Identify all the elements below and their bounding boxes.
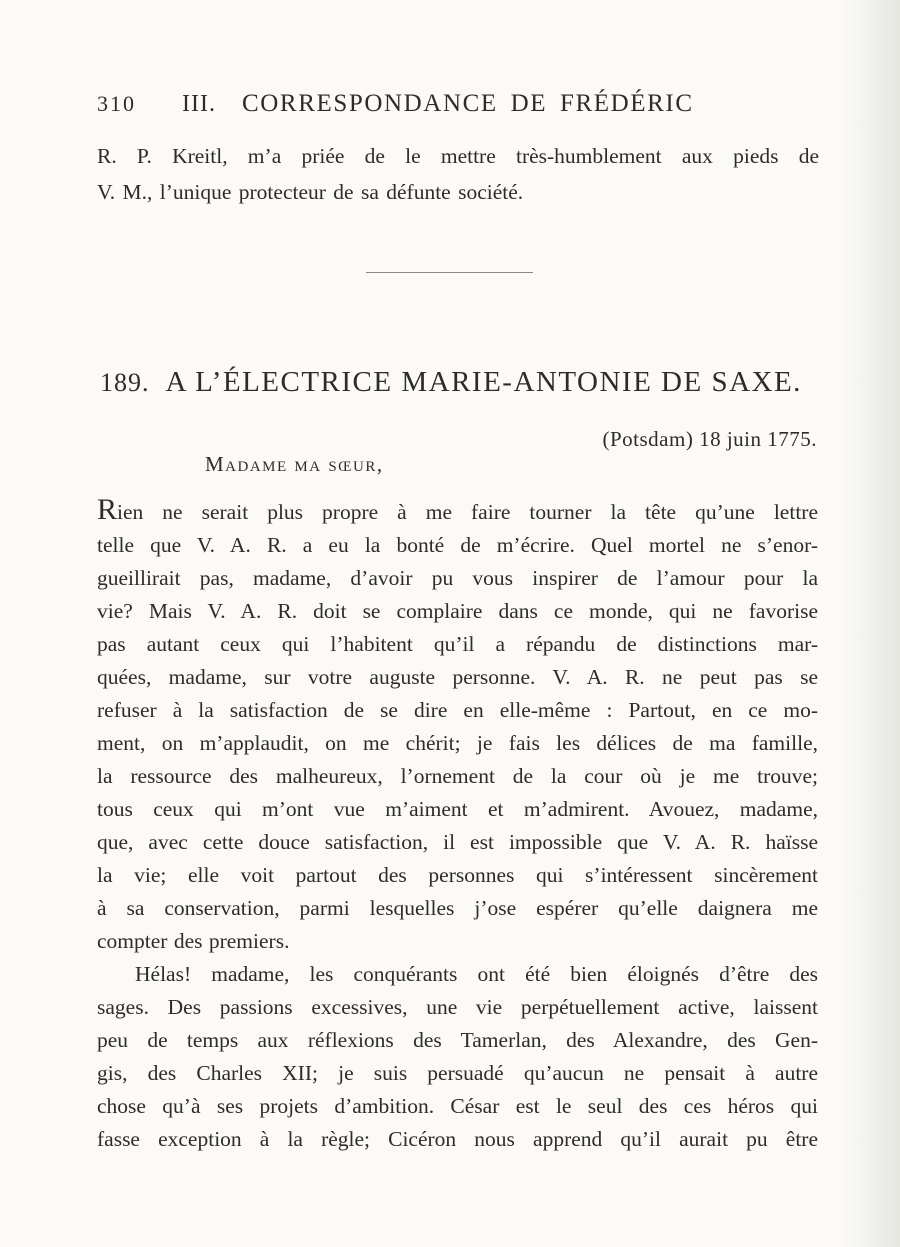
dateline: (Potsdam) 18 juin 1775. <box>602 427 817 451</box>
text-line: compter des premiers. <box>97 929 290 953</box>
text-line: sages. Des passions excessives, une vie perpétuellement active, laissent <box>97 995 818 1019</box>
text-line: la ressource des malheureux, l’ornement de la cour où je me trouve; <box>97 764 818 788</box>
section-divider-rule <box>366 272 533 273</box>
text-line: tous ceux qui m’ont vue m’aiment et m’admirent. Avouez, madame, <box>97 797 818 821</box>
text-line: peu de temps aux réflexions des Tamerlan, des Alexandre, des Gen- <box>97 1028 818 1052</box>
page-number: 310 <box>97 91 136 116</box>
letter-number: 189. <box>100 368 150 397</box>
letter-title: A L’ÉLECTRICE MARIE-ANTONIE DE SAXE. <box>165 366 802 398</box>
text-line: telle que V. A. R. a eu la bonté de m’écrire. Quel mortel ne s’enor- <box>97 533 818 557</box>
text-line: à sa conservation, parmi lesquelles j’ose espérer qu’elle daignera me <box>97 896 818 920</box>
text-line: quées, madame, sur votre auguste personne. V. A. R. ne peut pas se <box>97 665 818 689</box>
letter-heading <box>88 366 814 399</box>
text-line: Hélas! madame, les conquérants ont été bien éloignés d’être des <box>135 962 818 986</box>
text-line: vie? Mais V. A. R. doit se complaire dans ce monde, qui ne favorise <box>97 599 818 623</box>
running-title: CORRESPONDANCE DE FRÉDÉRIC <box>241 90 694 117</box>
text-line: la vie; elle voit partout des personnes qui s’intéressent sincèrement <box>97 863 818 887</box>
chapter-numeral: III. <box>182 91 216 117</box>
text-line: ment, on m’applaudit, on me chérit; je fais les délices de ma famille, <box>97 731 818 755</box>
text-line: gis, des Charles XII; je suis persuadé qu’aucun ne pensait à autre <box>97 1061 818 1085</box>
text-line: fasse exception à la règle; Cicéron nous apprend qu’il aurait pu être <box>97 1127 818 1151</box>
text-line: V. M., l’unique protecteur de sa défunte société. <box>97 180 524 204</box>
text-line: R. P. Kreitl, m’a priée de le mettre très-humblement aux pieds de <box>97 144 819 168</box>
letter-body <box>97 496 818 1156</box>
text-line: Rien ne serait plus propre à me faire tourner la tête qu’une lettre <box>97 496 818 526</box>
salutation: Madame ma sœur, <box>205 452 384 476</box>
page-edge-shadow <box>842 0 900 1247</box>
previous-letter-fragment <box>97 138 819 210</box>
running-header <box>97 90 819 118</box>
text-line: chose qu’à ses projets d’ambition. César est le seul des ces héros qui <box>97 1094 818 1118</box>
text-line: gueillirait pas, madame, d’avoir pu vous inspirer de l’amour pour la <box>97 566 818 590</box>
text-line: refuser à la satisfaction de se dire en elle-même : Partout, en ce mo- <box>97 698 818 722</box>
text-line: pas autant ceux qui l’habitent qu’il a répandu de distinctions mar- <box>97 632 818 656</box>
text-line: que, avec cette douce satisfaction, il est impossible que V. A. R. haïsse <box>97 830 818 854</box>
